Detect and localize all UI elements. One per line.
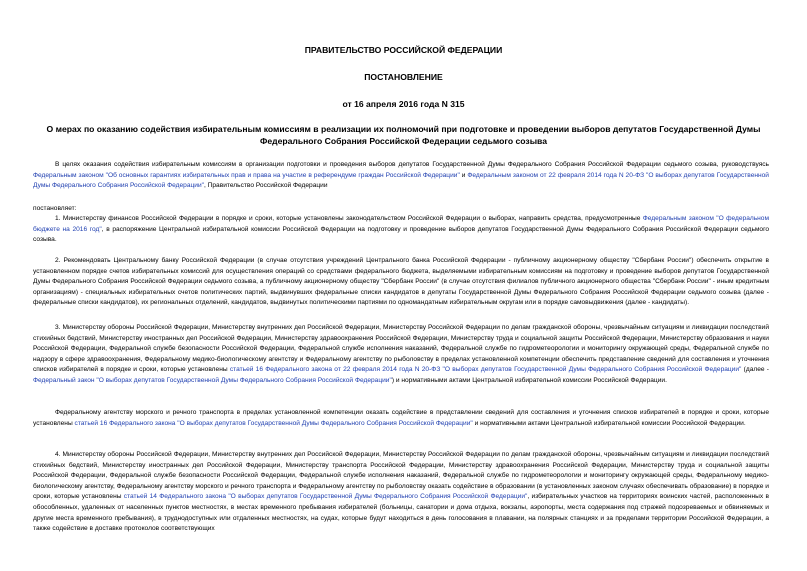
document-date: от 16 апреля 2016 года N 315 xyxy=(342,99,465,109)
government-header: ПРАВИТЕЛЬСТВО РОССИЙСКОЙ ФЕДЕРАЦИИ xyxy=(304,45,503,55)
paragraph-2 xyxy=(33,256,769,309)
link-budget-law-2016[interactable]: Федеральным законом "О федеральном бюджете на 2016 год" xyxy=(33,215,769,233)
link-law-20fz[interactable]: Федеральным законом от 22 февраля 2014 года N 20-ФЗ "О выборах депутатов Государственной Думы Федерального Собрания Российской Федерации" xyxy=(33,171,769,190)
document-title: О мерах по оказанию содействия избирательным комиссиям в реализации их полномочий при подготовке и проведении выборов депутатов Государственной Думы Федерального Собрания Российской Федерации седьмого созыва xyxy=(46,124,761,146)
p3b-text-2: и нормативными актами Центральной избирательной комиссии Российской Федерации. xyxy=(472,419,746,427)
intro-text-1: В целях оказания содействия избирательным комиссиям в организации подготовки и проведения выборов депутатов Государственной Думы Федерального Собрания Российской Федерации седьмого созыва, руководствуясь xyxy=(55,161,769,168)
link-article-14[interactable]: статьей 14 Федерального закона "О выборах депутатов Государственной Думы Федерального Собрания Российской Федерации" xyxy=(123,493,528,501)
p4-text-2: , избирательных участков на территориях воинских частей, расположенных в обособленных, удаленных от населенных пунктов местностях, в местах временного пребывания избирателей (больницы, санатории и дома отдыха, вокзалы, аэропорты, места содержания под стражей подозреваемых и обвиняемых и другие места временного пребывания), в труднодоступных или отдаленных местностях, на судах, которые будут находиться в день голосования в плавании, на полярных станциях и за пределами территории Российской Федерации, а также содействие в доставке протоколов соответствующих xyxy=(33,493,769,533)
p3-text-1: 3. Министерству обороны Российской Федерации, Министерству внутренних дел Российской Федерации, Министерству Российской Федерации по делам гражданской обороны, чрезвычайным ситуациям и ликвидации последствий стихийных бедствий, Министерству иностранных дел Российской Федерации, Министерству здравоохранения Российской Федерации, Министерству труда и социальной защиты Российской Федерации, Министерству образования и науки Российской Федерации, Федеральной службе безопасности Российской Федерации, Федеральной службе исполнения наказаний, Федеральной службе по гидрометеорологии и мониторингу окружающей среды, Федеральной службе по надзору в сфере здравоохранения, Федеральному медико-биологическому агентству и Федеральному агентству по рыболовству в пределах установленной компетенции обеспечить представление сведений для составления и уточнения списков избирателей в порядке и сроки, которые установлены xyxy=(33,324,769,374)
document-type: ПОСТАНОВЛЕНИЕ xyxy=(364,72,443,82)
p4-text-1: 4. Министерству обороны Российской Федерации, Министерству внутренних дел Российской Федерации, Министерству Российской Федерации по делам гражданской обороны, чрезвычайным ситуациям и ликвидации последствий стихийных бедствий, Министерству иностранных дел Российской Федерации, Министерству транспорта Российской Федерации, Министерству здравоохранения Российской Федерации, Министерству труда и социальной защиты Российской Федерации, Федеральной службе безопасности Российской Федерации, Федеральной службе исполнения наказаний, Федеральной службе по гидрометеорологии и мониторингу окружающей среды, Федеральному медико-биологическому агентству, Федеральному агентству морского и речного транспорта и Федеральному агентству по рыболовству оказать содействие в образовании (в установленных законом случаях обеспечивать образование) в порядке и сроки, которые установлены xyxy=(33,451,769,501)
intro-paragraph xyxy=(33,160,769,192)
decree-word: постановляет: xyxy=(33,205,77,212)
p3b-text-1: Федеральному агентству морского и речного транспорта в пределах установленной компетенции оказать содействие в представлении сведений для составления и уточнения списков избирателей в порядке и сроки, которые установлены xyxy=(33,409,769,427)
link-article-16[interactable]: статьей 16 Федерального закона "О выборах депутатов Государственной Думы Федерального Собрания Российской Федерации" xyxy=(74,419,473,427)
intro-text-3: , Правительство Российской Федерации xyxy=(203,182,328,190)
p3-text-3: ) и нормативными актами Центральной избирательной комиссии Российской Федерации. xyxy=(391,376,667,384)
p3-text-2: (далее - xyxy=(741,366,769,374)
link-law-electoral-rights[interactable]: Федеральным законом "Об основных гарантиях избирательных прав и права на участие в референдуме граждан Российской Федерации" xyxy=(33,171,460,179)
paragraph-3b xyxy=(33,408,769,429)
link-article-16-20fz[interactable]: статьей 16 Федерального закона от 22 февраля 2014 года N 20-ФЗ "О выборах депутатов Государственной Думы Федерального Собрания Российской Федерации" xyxy=(229,366,742,374)
paragraph-3 xyxy=(33,323,769,387)
intro-text-2: и xyxy=(459,171,468,179)
p1-text-2: , в распоряжение Центральной избирательной комиссии Российской Федерации на подготовку и проведение выборов депутатов Государственной Думы Федерального Собрания Российской Федерации седьмого созыва. xyxy=(33,225,770,244)
link-duma-elections-law[interactable]: Федеральный закон "О выборах депутатов Государственной Думы Федерального Собрания Российской Федерации" xyxy=(33,376,392,384)
paragraph-4 xyxy=(33,450,769,535)
p2-text: 2. Рекомендовать Центральному банку Российской Федерации (в случае отсутствия учреждений Центрального банка Российской Федерации - публичному акционерному обществу "Сбербанк России") обеспечить открытие в установленном порядке счетов избирательных комиссий для осуществления операций со средствами федерального бюджета, выделяемыми избирательным комиссиям на подготовку и проведение выборов депутатов Государственной Думы Федерального Собрания Российской Федерации седьмого созыва, а публичному акционерному обществу "Сбербанк России" (в случае отсутствия филиалов публичного акционерного общества "Сбербанк России" - иным кредитным организациям) - специальных избирательных счетов политических партий, выдвинувших федеральные списки кандидатов в депутаты Государственной Думы Федерального Собрания Российской Федерации седьмого созыва (далее - федеральные списки кандидатов), их региональных отделений, кандидатов, выдвинутых политическими партиями по одномандатным избирательным округам или в порядке самовыдвижения (далее - кандидаты). xyxy=(33,257,769,307)
p1-text-1: 1. Министерству финансов Российской Федерации в порядке и сроки, которые установлены законодательством Российской Федерации о выборах, направить средства, предусмотренные xyxy=(55,215,643,222)
paragraph-1 xyxy=(33,214,769,246)
